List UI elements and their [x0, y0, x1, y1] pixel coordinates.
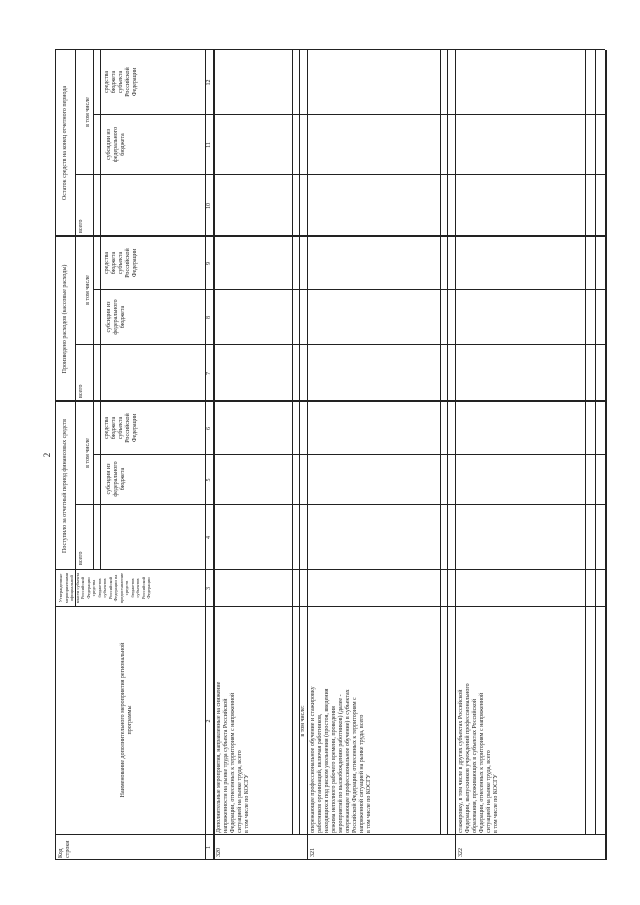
header-federal-remainder: субсидии из федерального бюджета — [106, 126, 126, 163]
table-border-top — [55, 50, 56, 860]
row-sep-322-sub — [585, 50, 586, 835]
col-number-5: 5 — [206, 478, 212, 482]
col-number-1: 1 — [206, 846, 212, 849]
col-sep-2 — [55, 606, 605, 607]
row-sep-321-sub — [440, 50, 441, 835]
header-remainder-group: Остаток средств на конец отчетного периода — [62, 85, 68, 201]
col-number-7: 7 — [206, 372, 212, 375]
header-received-group: Поступило за отчетный период финансовых средств — [62, 418, 68, 554]
header-code: Код строки — [58, 840, 71, 858]
row-name-321: опережающее профессиональное обучение и стажировку работников организаций, включая работников, находящихся под риском увольнения (простоя, введения режима неполного рабочего времени, проведения мероприятий по высвобождению работников) (далее - опережающее профессиональное обучение) в субъектах Российской Федерации, отнесенных к территориям с напряженной ситуацией на рынке труда, всего в том числе по КОСГУ — [310, 686, 372, 833]
col-sep-10 — [75, 174, 605, 175]
row-sep-322-sub2 — [595, 50, 596, 835]
col-sep-11 — [93, 114, 605, 115]
header-approved: Утвержденные мероприятиями официальной власти субъекта Российской Федерации средства бюджетов субъектов Российской Федерации на предоставление средств бюджетов субъектов Российской Федерации — [58, 572, 151, 604]
col-number-3: 3 — [206, 587, 212, 590]
row-name-320: Дополнительные мероприятия, направленные на снижение напряженности на рынке труда субъекта Российской Федерации, отнесенных к территориям с напряженной ситуацией на рынке труда, всего в том числе по КОСГУ — [216, 681, 250, 833]
col-sep-6 — [55, 400, 605, 402]
row-name-322: стажировку, в том числе в других субъектах Российской Федерации, выпускников учреждений профессионального образования, проживающих в субъектах Российской Федерации, отнесенных к территориям с напряженной ситуацией на рынке труда, всего в том числе по КОСГУ — [458, 683, 499, 833]
row-sub-321: в том числе: — [300, 705, 306, 737]
col-number-9: 9 — [206, 262, 212, 265]
col-sep-1 — [55, 834, 605, 835]
header-federal-spent: субсидии из федерального бюджета — [106, 299, 126, 335]
header-total-received: всего — [78, 551, 84, 565]
row-code-320: 320 — [216, 848, 222, 857]
header-line-including — [93, 50, 94, 570]
row-sep-322 — [455, 50, 456, 860]
header-line-group — [75, 50, 76, 607]
page-number: 2 — [42, 452, 52, 458]
header-federal-received: субсидии из федерального бюджета — [106, 461, 126, 497]
header-regional-spent: средства бюджета субъекта Российской Федерации — [104, 248, 138, 278]
header-total-remainder: всего — [78, 219, 84, 233]
col-sep-5 — [93, 454, 605, 455]
col-number-4: 4 — [206, 536, 212, 539]
col-sep-7 — [75, 344, 605, 345]
header-name: Наименование дополнительного мероприятия региональной программы — [120, 642, 133, 798]
col-sep-4 — [75, 504, 605, 505]
header-including-received: в том числе — [85, 438, 91, 468]
table-border-bottom — [605, 50, 607, 860]
row-code-322: 322 — [458, 848, 464, 857]
table-border-right — [55, 49, 605, 50]
col-number-12: 12 — [206, 79, 212, 86]
header-including-remainder: в том числе — [85, 97, 91, 127]
header-regional-remainder: средства бюджета субъекта Российской Федерации — [104, 67, 138, 97]
col-sep-3 — [55, 569, 605, 570]
header-line-bottom — [213, 50, 215, 860]
col-sep-9 — [55, 235, 605, 237]
col-number-11: 11 — [206, 142, 212, 148]
row-sep-321 — [307, 50, 308, 860]
header-regional-received: средства бюджета субъекта Российской Федерации — [104, 413, 138, 443]
col-sep-8 — [93, 289, 605, 290]
col-number-2: 2 — [206, 719, 212, 723]
col-number-10: 10 — [206, 203, 212, 209]
col-number-6: 6 — [206, 427, 212, 430]
row-sep-320-sub — [292, 50, 293, 835]
header-total-spent: всего — [78, 384, 84, 398]
col-number-8: 8 — [206, 316, 212, 319]
row-sep-321-sub2 — [447, 50, 448, 835]
header-including-spent: в том числе — [85, 275, 91, 305]
header-line-sub — [100, 50, 101, 570]
table-border-left — [55, 859, 605, 860]
row-code-321: 321 — [310, 848, 316, 857]
header-spent-group: Произведено расходов (кассовые расходы) — [62, 264, 68, 374]
